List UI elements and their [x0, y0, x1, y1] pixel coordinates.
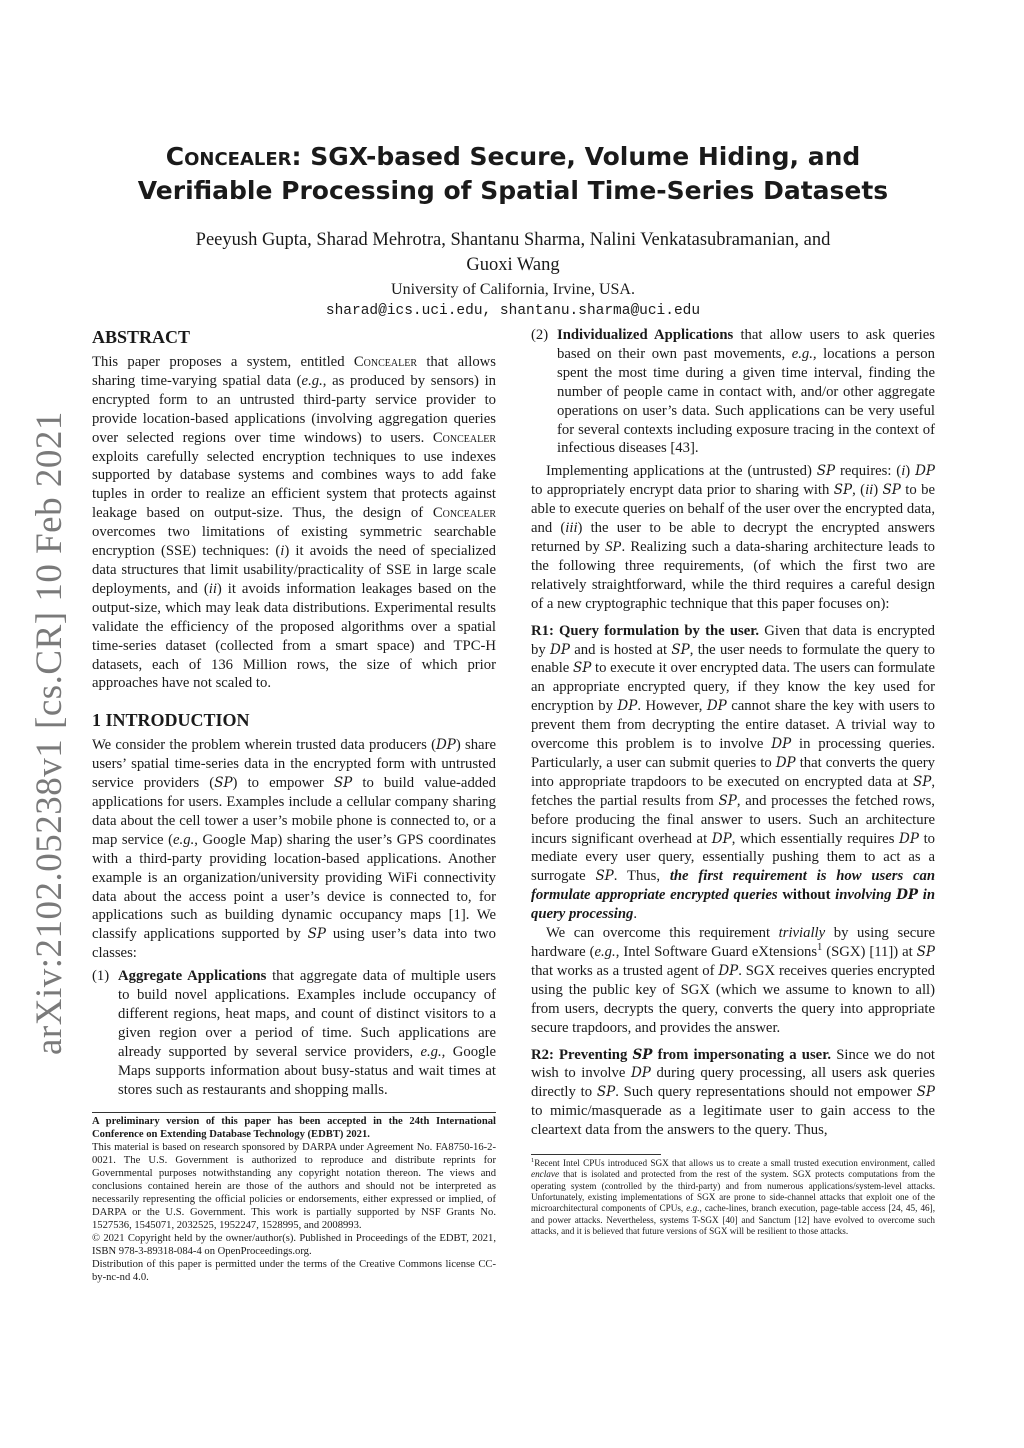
title-line1-rest: : SGX-based Secure, Volume Hiding, and: [291, 142, 861, 171]
paper-header: [90, 140, 936, 321]
footnote-rule: [531, 1154, 661, 1155]
introduction-heading: 1 INTRODUCTION: [92, 710, 250, 731]
authors-line1: Peeyush Gupta, Sharad Mehrotra, Shantanu Sharma, Nalini Venkatasubramanian, and: [195, 230, 831, 250]
application-class-list-continued: [531, 326, 935, 458]
affiliation: University of California, Irvine, USA.: [391, 281, 635, 298]
paper-title: [90, 140, 936, 208]
footnote-preliminary: A preliminary version of this paper has been accepted in the 24th International Conference on Extending Database Technology (EDBT) 2021.: [92, 1115, 496, 1140]
implementation-paragraph: Implementing applications at the (untrusted) SP requires: (i) DP to appropriately encrypt data prior to sharing with SP, (ii) SP to be able to execute queries on behalf of the user over the encrypted data, and (iii) the user to be able to decrypt the encrypted answers returned by SP. Realizing such a data-sharing architecture leads to the following three requirements, (of which the first two are relatively straightforward, while the third requires a careful design of a new cryptographic technique that this paper focuses on):: [531, 463, 935, 612]
author-list: [90, 228, 936, 278]
intro-paragraph: We consider the problem wherein trusted data producers (DP) share users’ spatial time-series data in the encrypted form with untrusted service providers (SP) to empower SP to build value-added applications for users. Examples include a cellular company sharing data about the cell tower a user’s mobile phone is connected to, or a map service (e.g., Google Map) sharing the user’s GPS coordinates with a third-party providing location-based applications. Another example is an organization/university providing WiFi connectivity data about the access point a user’s device is connected to, for applications such as building dynamic occupancy maps [1]. We classify applications supported by SP using user’s data into two classes:: [92, 737, 497, 962]
right-column: [531, 326, 935, 1237]
sgx-paragraph: We can overcome this requirement trivially by using secure hardware (e.g., Intel Software Guard eXtensions$^1$ (SGX) [11]) at SP that works as a trusted agent of DP. SGX receives queries encrypted using the public key of SGX (which we assume to known to all) from users, decrypts the query, converts the query into appropriate secure trapdoors, and provides the answer.: [531, 925, 935, 1036]
arxiv-identifier: arXiv:2102.05238v1 [cs.CR] 10 Feb 2021: [29, 411, 70, 1055]
left-column: [92, 326, 496, 1284]
requirement-r1: R1: Query formulation by the user. Given that data is encrypted by DP and is hosted at SP, the user needs to formulate the query to enable SP to execute it over encrypted data. The users can formulate an appropriate encrypted query, if they know the key used for encryption by DP. However, DP cannot share the key with users to prevent them from decrypting the entire dataset. A trivial way to overcome this problem is to involve DP in processing queries. Particularly, a user can submit queries to DP that converts the query into appropriate trapdoors to be executed on encrypted data at SP, fetches the partial results from SP, and processes the fetched rows, before producing the final answer to users. Such an architecture incurs significant overhead at DP, which essentially requires DP to mediate every user query, essentially pushing them to act as a surrogate SP. Thus, the first requirement is how users can formulate appropriate encrypted queries without involving DP in query processing.: [531, 622, 936, 923]
abstract-text: This paper proposes a system, entitled Concealer that allows sharing time-varying spatial data (e.g., as produced by sensors) in encrypted form to an untrusted third-party service provider to provide location-based applications (involving aggregation queries over selected regions over time windows) to users. Concealer exploits carefully selected encryption techniques to use indexes supported by database systems and combines ways to add fake tuples in order to realize an efficient system that protects against leakage based on output-size. Thus, the design of Concealer overcomes two limitations of existing symmetric searchable encryption (SSE) techniques: (i) it avoids the need of specialized data structures that limit usability/practicality of SSE in large scale deployments, and (ii) it avoids information leakages based on the output-size, which may leak data distributions. Experimental results validate the efficiency of the proposed algorithms over a spatial time-series dataset (collected from a smart space) and TPC-H datasets, each of 136 Million rows, the size of which prior approaches have not scaled to.: [92, 354, 497, 692]
list-item: (1) Aggregate Applications that aggregate data of multiple users to build novel applications. Examples include occupancy of different regions, heat maps, and count of distinct visitors to a given region over a period of time. Such applications are already supported by several service providers, e.g., Google Maps supports information about busy-status and wait times at stores such as restaurants and shopping malls.: [92, 968, 496, 1098]
list-item: (2) Individualized Applications that allow users to ask queries based on their own past movements, e.g., locations a person spent the most time during a given time interval, finding the number of people came in contact with, and/or other aggregate operations on user’s data. Such applications can be very useful for several contexts including exposure tracing in the context of infectious diseases [43].: [531, 327, 935, 457]
abstract-heading: ABSTRACT: [92, 327, 191, 347]
footnote-copyright: © 2021 Copyright held by the owner/author(s). Published in Proceedings of the EDBT, 2021, ISBN 978-3-89318-084-4 on OpenProceedings.org.: [92, 1232, 496, 1257]
application-class-list: [92, 967, 496, 1099]
system-name: Concealer: [165, 142, 292, 171]
authors-line2: Guoxi Wang: [466, 255, 560, 275]
author-emails: sharad@ics.uci.edu, shantanu.sharma@uci.edu: [325, 303, 701, 319]
title-line2: Verifiable Processing of Spatial Time-Series Datasets: [137, 176, 889, 205]
footnote-sgx: $^1$Recent Intel CPUs introduced SGX that allows us to create a small trusted execution environment, called enclave that is isolated and protected from the rest of the system. SGX protects computations from the operating system (controlled by the third-party) and from numerous applications/system-level attacks. Unfortunately, existing implementations of SGX are prone to side-channel attacks that exploit one of the microarchitectural components of CPUs, e.g., cache-lines, branch execution, page-table access [24, 45, 46], and power attacks. Nevertheless, systems T-SGX [40] and Sanctum [12] have evolved to overcome such attacks, and it is believed that future versions of SGX will be resilient to those attacks.: [531, 1157, 935, 1236]
requirement-r2: R2: Preventing SP from impersonating a user. Since we do not wish to involve DP during query processing, all users ask queries directly to SP. Such query representations should not empower SP to mimic/masquerade as a legitimate user to gain access to the cleartext data from the answers to the query. Thus,: [531, 1046, 936, 1139]
footnote-darpa: This material is based on research sponsored by DARPA under Agreement No. FA8750-16-2-0021. The U.S. Government is authorized to reproduce and distribute reprints for Governmental purposes notwithstanding any copyright notation thereon. The views and conclusions contained herein are those of the authors and should not be interpreted as necessarily representing the official policies or endorsements, either expressed or implied, of DARPA or the U.S. Government. This work is partially supported by NSF Grants No. 1527536, 1545071, 2032525, 1952247, 1528995, and 2008993.: [92, 1141, 496, 1231]
footnote-license: Distribution of this paper is permitted under the terms of the Creative Commons license CC-by-nc-nd 4.0.: [92, 1258, 496, 1283]
footnote-rule: [92, 1112, 496, 1113]
